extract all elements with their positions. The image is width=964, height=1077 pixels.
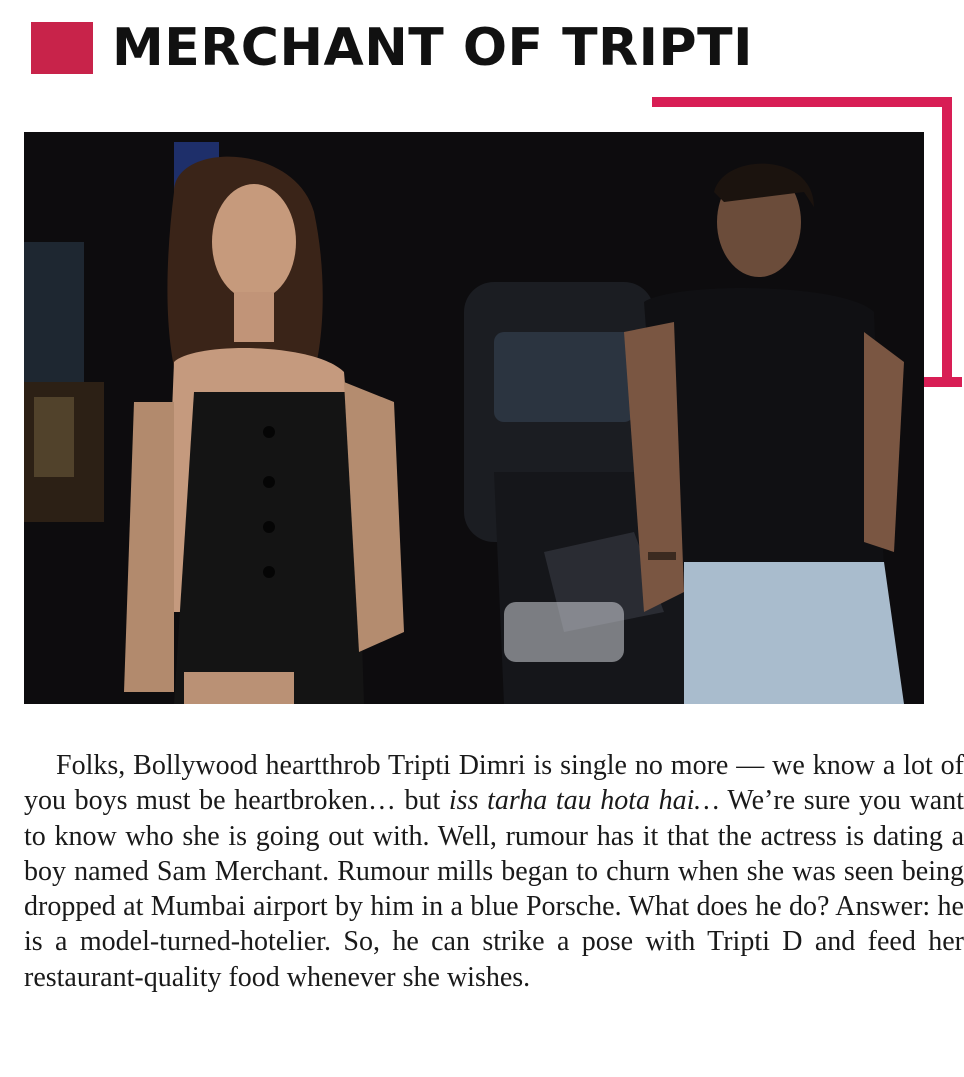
photo-illustration [24,132,924,704]
article-body [24,748,964,995]
article-paragraph [24,748,964,995]
headline: MERCHANT OF TRIPTI [112,18,753,78]
decorative-frame-end [920,377,962,387]
headline-accent-square [31,22,93,74]
article-text-part1: Folks, Bollywood heartthrob Tripti Dimri is single no more — we know a lot of you boys must be heartbroken… but [24,750,964,817]
photo [24,132,924,704]
article-text-italic: iss tarha tau hota hai… [448,785,720,817]
article-text-part2: We’re sure you want to know who she is going out with. Well, rumour has it that the actress is dating a boy named Sam Merchant. Rumour mills began to churn when she was seen being dropped at Mumbai airport by him in a blue Porsche. What does he do? Answer: he is a model-turned-hotelier. So, he can strike a pose with Tripti D and feed her restaurant-quality food whenever she wishes. [24,785,964,993]
